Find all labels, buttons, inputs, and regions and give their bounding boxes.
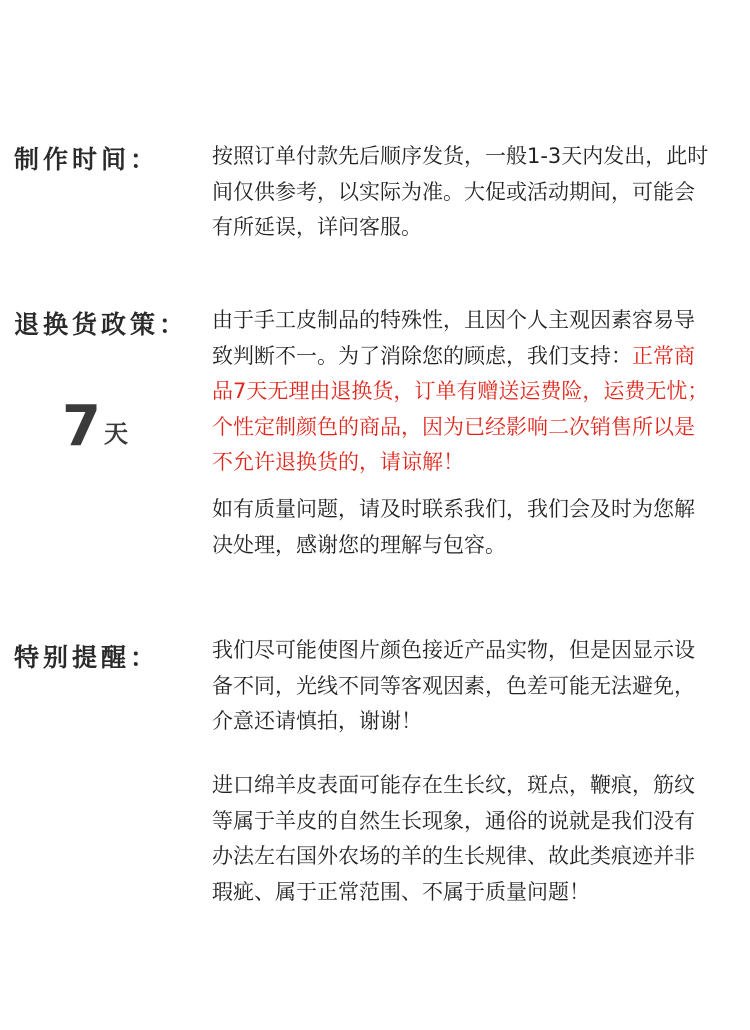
production-time-label: 制作时间： [14,145,160,174]
special-notice-label: 特别提醒： [14,643,160,672]
quality-issue-text: 如有质量问题，请及时联系我们，我们会及时为您解决处理，感谢您的理解与包容。 [212,497,695,557]
return-policy-highlight: 正常商品7天无理由退换货，订单有赠送运费险，运费无忧；个性定制颜色的商品，因为已经影响二次销售所以是不允许退换货的，请谅解！ [212,343,709,474]
seven-days-badge [62,392,152,462]
days-unit: 天 [104,420,128,448]
sheepskin-texture-text: 进口绵羊皮表面可能存在生长纹，斑点，鞭痕，筋纹等属于羊皮的自然生长现象，通俗的说就是我们没有办法左右国外农场的羊的生长规律、故此类痕迹并非瑕疵、属于正常范围、不属于质量问题！ [212,773,695,904]
production-time-text: 按照订单付款先后顺序发货，一般1-3天内发出，此时间仅供参考，以实际为准。大促或活动期间，可能会有所延误，详问客服。 [212,144,709,239]
return-policy-label: 退换货政策： [14,310,189,339]
color-difference-text: 我们尽可能使图片颜色接近产品实物，但是因显示设备不同，光线不同等客观因素，色差可能无法避免，介意还请慎拍，谢谢！ [212,638,695,733]
return-policy-intro: 由于手工皮制品的特殊性，且因个人主观因素容易导致判断不一。为了消除您的顾虑，我们支持： [212,308,695,368]
days-number: 7 [62,394,101,459]
return-policy-text [212,303,715,481]
